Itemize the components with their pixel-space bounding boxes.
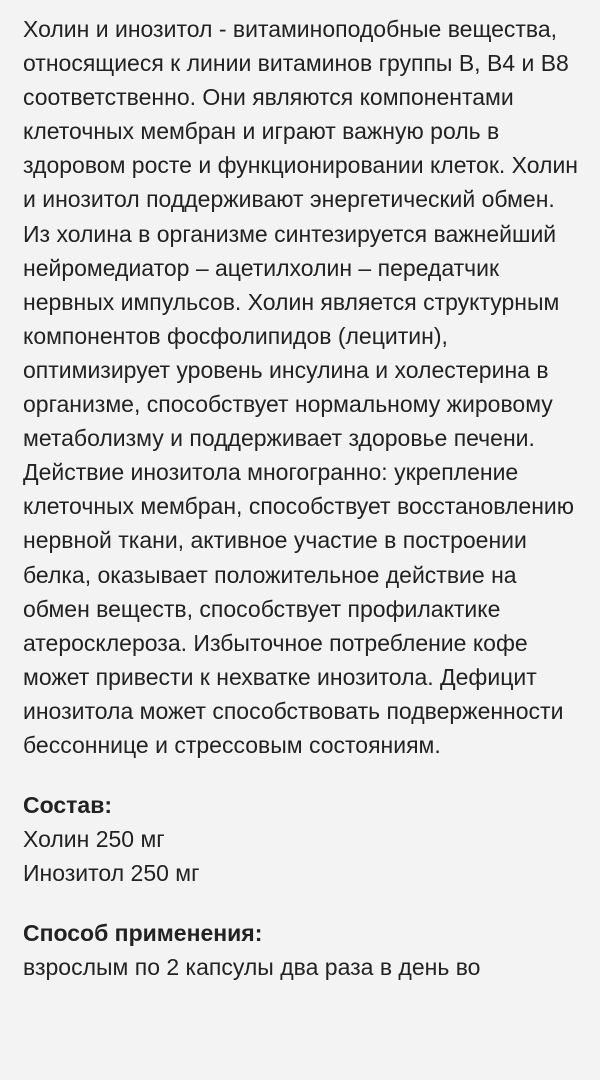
composition-section	[23, 788, 580, 890]
composition-heading: Состав:	[23, 792, 113, 819]
usage-section	[23, 916, 580, 984]
product-description-text: Холин и инозитол - витаминоподобные вещества, относящиеся к линии витаминов группы В, В4 и В8 соответственно. Они являются компонентами клеточных мембран и играют важную роль в здоровом росте и функционировании клеток. Холин и инозитол поддерживают энергетический обмен. Из холина в организме синтезируется важнейший нейромедиатор – ацетилхолин – передатчик нервных импульсов. Холин является структурным компонентов фосфолипидов (лецитин), оптимизирует уровень инсулина и холестерина в организме, способствует нормальному жировому метаболизму и поддерживает здоровье печени. Действие инозитола многогранно: укрепление клеточных мембран, способствует восстановлению нервной ткани, активное участие в построении белка, оказывает положительное действие на обмен веществ, способствует профилактике атеросклероза. Избыточное потребление кофе может привести к нехватке инозитола. Дефицит инозитола может способствовать подверженности бессоннице и стрессовым состояниям.	[23, 16, 578, 758]
usage-heading: Способ применения:	[23, 920, 263, 947]
usage-text: взрослым по 2 капсулы два раза в день во	[23, 954, 481, 981]
composition-item-choline: Холин 250 мг	[23, 826, 165, 853]
composition-item-inositol: Инозитол 250 мг	[23, 860, 200, 887]
